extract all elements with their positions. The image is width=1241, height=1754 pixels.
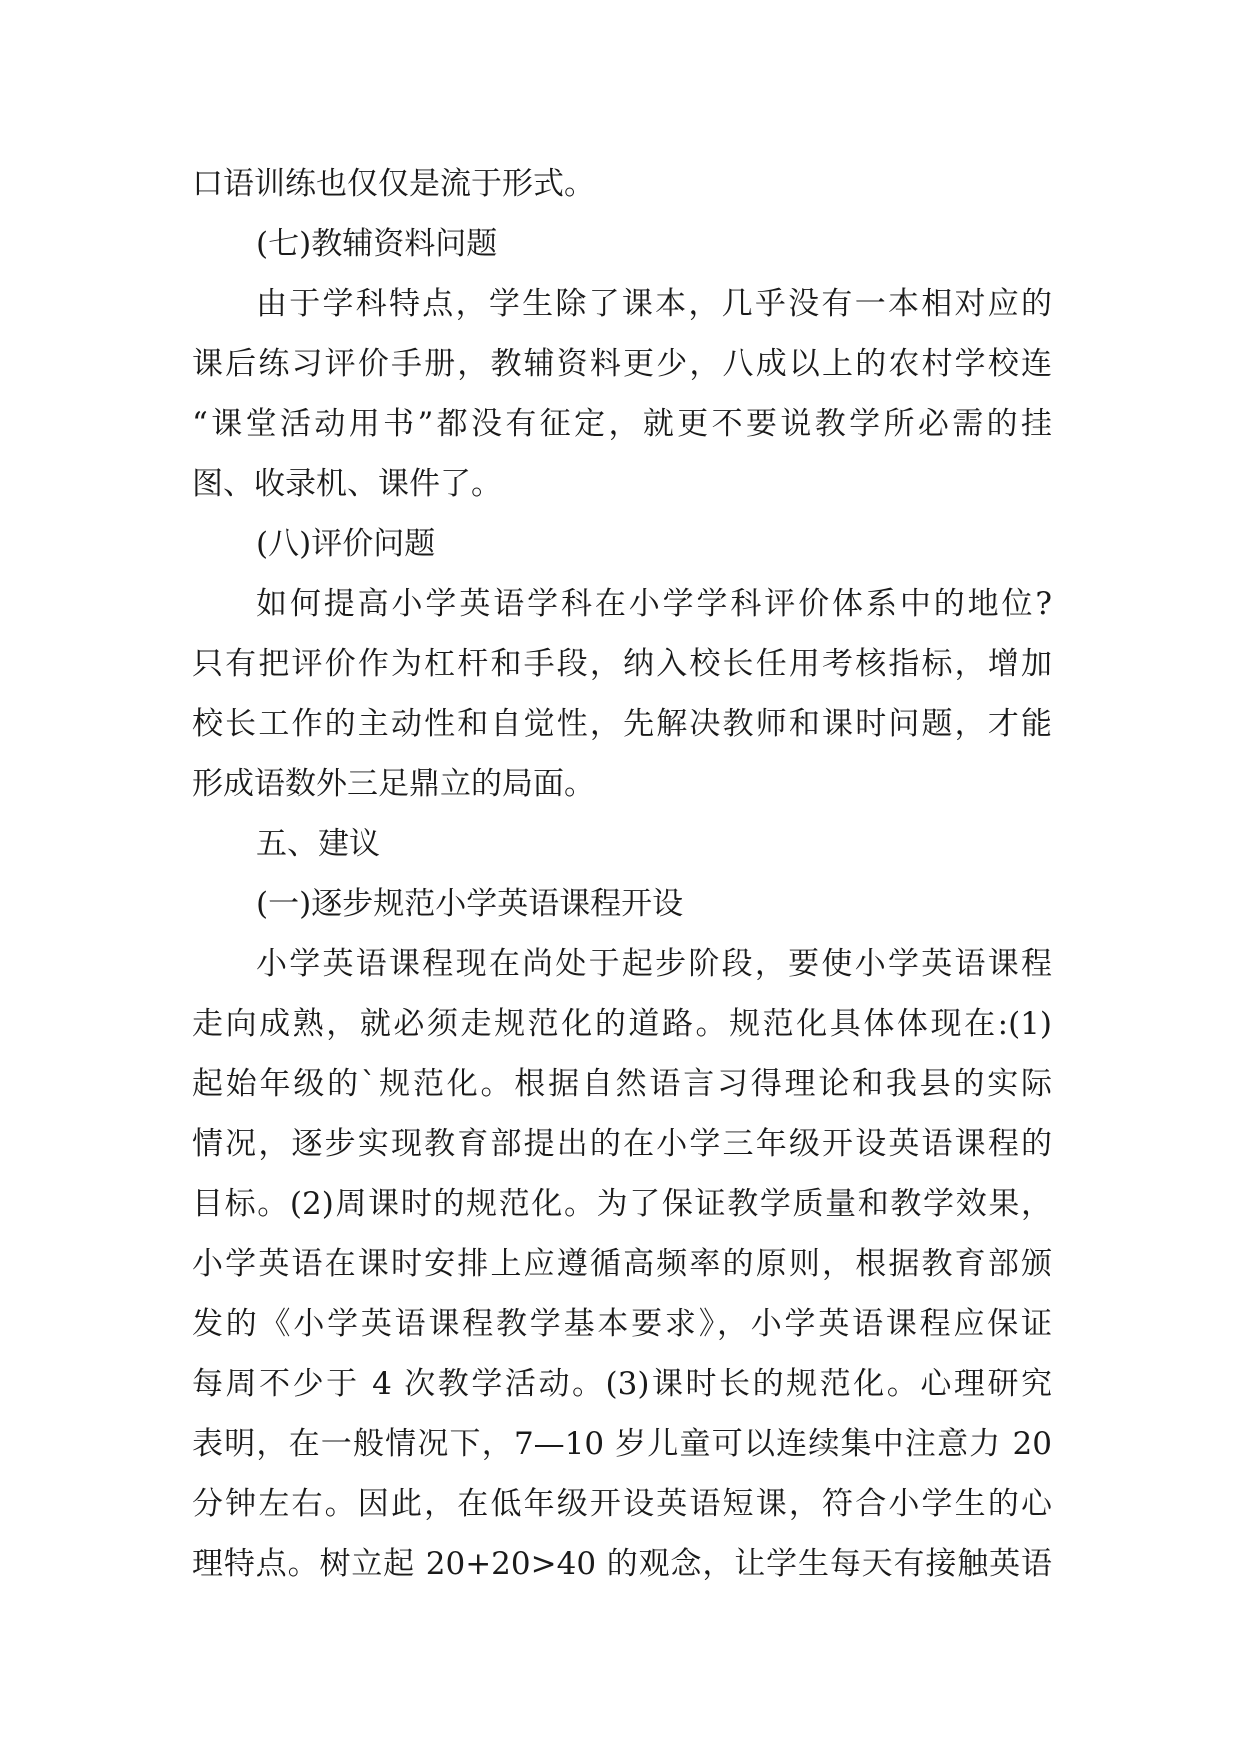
paragraph-line: 表明，在一般情况下，7—10 岁儿童可以连续集中注意力 20 <box>192 1426 1052 1462</box>
paragraph-line: 由于学科特点，学生除了课本，几乎没有一本相对应的 <box>256 286 1052 322</box>
section-heading: (八)评价问题 <box>256 526 436 562</box>
paragraph-line: 起始年级的`规范化。根据自然语言习得理论和我县的实际 <box>192 1066 1052 1102</box>
paragraph-line: 情况，逐步实现教育部提出的在小学三年级开设英语课程的 <box>192 1126 1052 1162</box>
paragraph-line: 形成语数外三足鼎立的局面。 <box>192 766 595 802</box>
paragraph-line: 每周不少于 4 次教学活动。(3)课时长的规范化。心理研究 <box>192 1366 1052 1402</box>
paragraph-line: 理特点。树立起 20+20>40 的观念，让学生每天有接触英语 <box>192 1546 1052 1582</box>
section-heading: (一)逐步规范小学英语课程开设 <box>256 886 684 922</box>
paragraph-line: 分钟左右。因此，在低年级开设英语短课，符合小学生的心 <box>192 1486 1052 1522</box>
paragraph-line: 目标。(2)周课时的规范化。为了保证教学质量和教学效果， <box>192 1186 1052 1222</box>
paragraph-line: 走向成熟，就必须走规范化的道路。规范化具体体现在:(1) <box>192 1006 1052 1042</box>
paragraph-line: 发的《小学英语课程教学基本要求》，小学英语课程应保证 <box>192 1306 1052 1342</box>
paragraph-line: “课堂活动用书”都没有征定，就更不要说教学所必需的挂 <box>192 406 1052 442</box>
paragraph-line: 如何提高小学英语学科在小学学科评价体系中的地位? <box>256 586 1052 622</box>
paragraph-line: 小学英语课程现在尚处于起步阶段，要使小学英语课程 <box>256 946 1052 982</box>
paragraph-line: 小学英语在课时安排上应遵循高频率的原则，根据教育部颁 <box>192 1246 1052 1282</box>
chapter-heading: 五、建议 <box>256 826 380 862</box>
paragraph-line: 口语训练也仅仅是流于形式。 <box>192 166 595 202</box>
paragraph-line: 只有把评价作为杠杆和手段，纳入校长任用考核指标，增加 <box>192 646 1052 682</box>
paragraph-line: 校长工作的主动性和自觉性，先解决教师和课时问题，才能 <box>192 706 1052 742</box>
paragraph-line: 图、收录机、课件了。 <box>192 466 502 502</box>
paragraph-line: 课后练习评价手册，教辅资料更少，八成以上的农村学校连 <box>192 346 1052 382</box>
section-heading: (七)教辅资料问题 <box>256 226 498 262</box>
